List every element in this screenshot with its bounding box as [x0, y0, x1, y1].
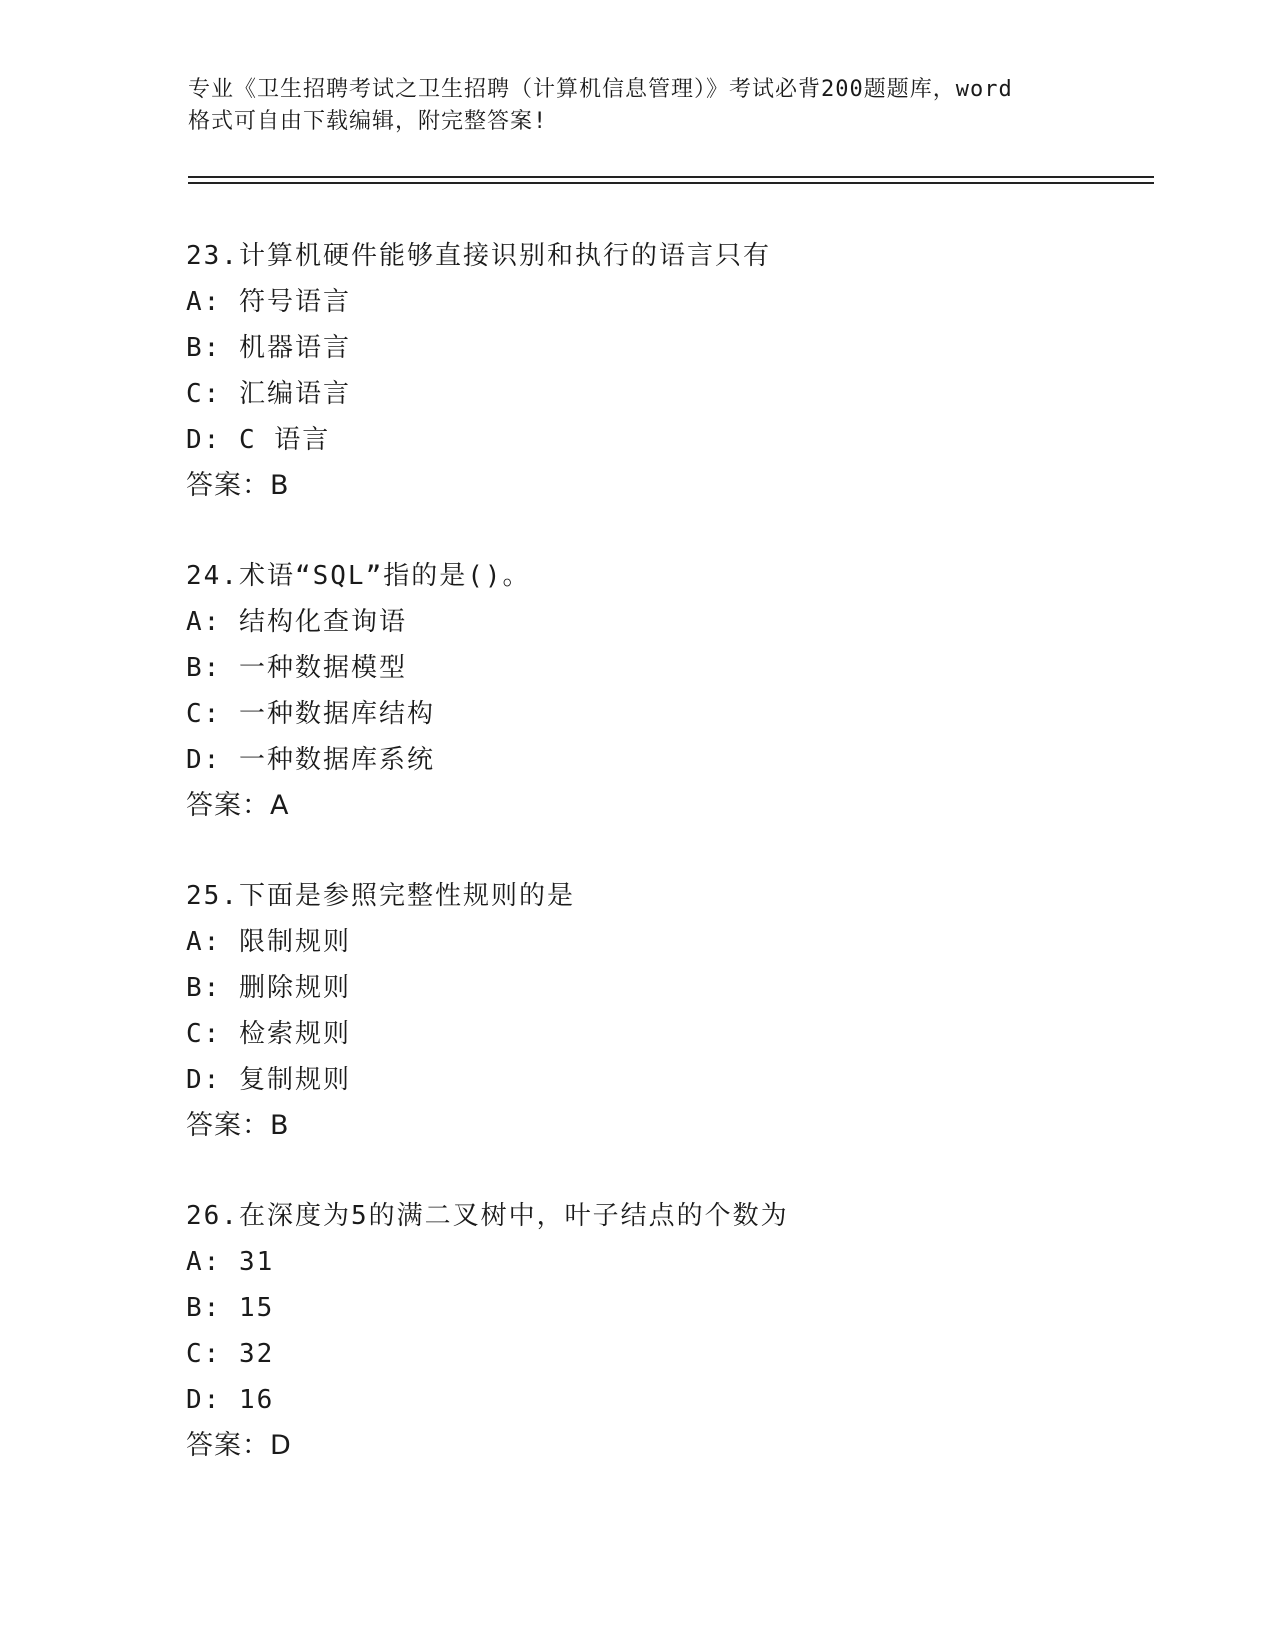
header-divider-bottom: [188, 182, 1154, 184]
document-header: [188, 74, 1088, 138]
question-stem: 23.计算机硬件能够直接识别和执行的语言只有: [186, 241, 771, 271]
answer-line: 答案：B: [186, 470, 290, 501]
question-stem: 25.下面是参照完整性规则的是: [186, 881, 575, 911]
option-c: C: 检索规则: [186, 1019, 351, 1049]
option-b: B: 15: [186, 1293, 275, 1323]
header-line-2: 格式可自由下载编辑，附完整答案!: [188, 109, 548, 134]
option-b: B: 一种数据模型: [186, 653, 407, 683]
answer-line: 答案：B: [186, 1110, 290, 1141]
option-c: C: 汇编语言: [186, 379, 351, 409]
header-line-1: 专业《卫生招聘考试之卫生招聘（计算机信息管理）》考试必背200题题库，word: [188, 77, 1013, 102]
option-c: C: 一种数据库结构: [186, 699, 435, 729]
option-b: B: 删除规则: [186, 973, 351, 1003]
option-d: D: 一种数据库系统: [186, 745, 435, 775]
option-a: A: 限制规则: [186, 927, 351, 957]
answer-line: 答案：D: [186, 1430, 292, 1461]
option-a: A: 符号语言: [186, 287, 351, 317]
option-d: D: C 语言: [186, 425, 331, 455]
option-a: A: 31: [186, 1247, 275, 1277]
option-d: D: 16: [186, 1385, 275, 1415]
question-24: [186, 553, 1146, 829]
question-23: [186, 233, 1146, 509]
answer-line: 答案：A: [186, 790, 290, 821]
question-26: [186, 1193, 1146, 1469]
option-a: A: 结构化查询语: [186, 607, 407, 637]
header-divider-top: [188, 176, 1154, 178]
option-d: D: 复制规则: [186, 1065, 351, 1095]
question-stem: 24.术语“SQL”指的是()。: [186, 561, 531, 591]
option-b: B: 机器语言: [186, 333, 351, 363]
question-stem: 26.在深度为5的满二叉树中，叶子结点的个数为: [186, 1201, 789, 1231]
option-c: C: 32: [186, 1339, 275, 1369]
question-25: [186, 873, 1146, 1149]
